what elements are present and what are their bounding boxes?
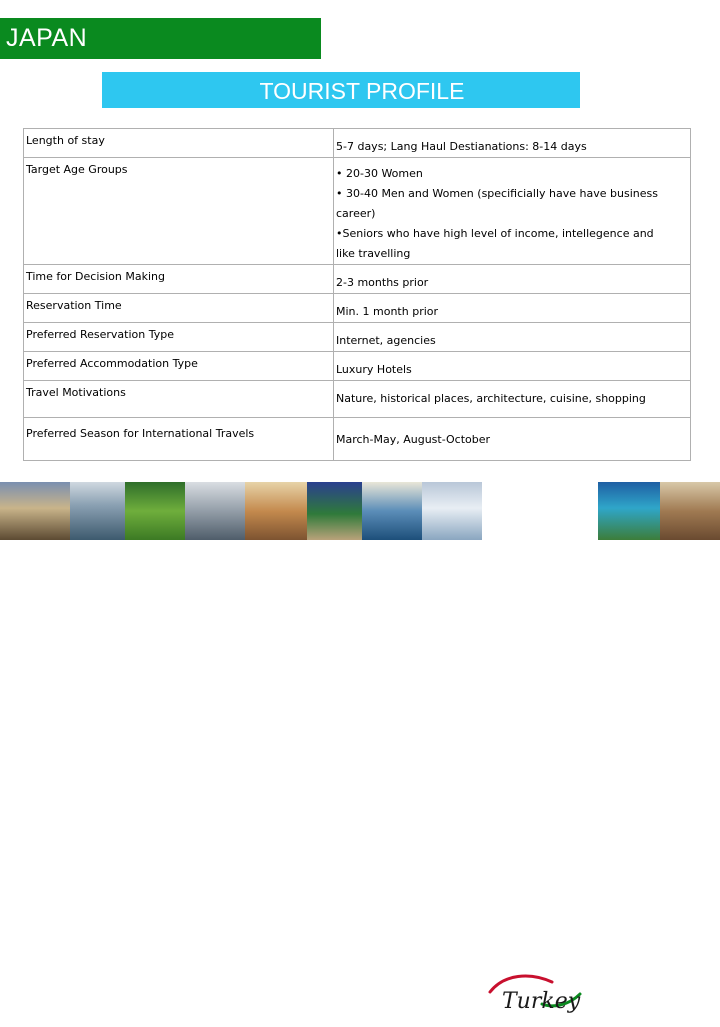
row-value: 5-7 days; Lang Haul Destianations: 8-14 days xyxy=(334,129,691,158)
table-row xyxy=(24,418,691,461)
logo-wordmark: Turkey xyxy=(502,989,581,1014)
row-label: Target Age Groups xyxy=(24,158,334,265)
turkey-logo xyxy=(482,964,592,1022)
photo-coast-rocks xyxy=(0,482,70,540)
row-label: Preferred Accommodation Type xyxy=(24,352,334,381)
row-label: Preferred Season for International Travels xyxy=(24,418,334,461)
row-label: Time for Decision Making xyxy=(24,265,334,294)
photo-rock-formations xyxy=(307,482,362,540)
table-row xyxy=(24,323,691,352)
table-row xyxy=(24,158,691,265)
section-title: TOURIST PROFILE xyxy=(259,78,465,104)
section-banner xyxy=(102,72,580,108)
photo-mosque-bosphorus xyxy=(185,482,245,540)
country-banner xyxy=(0,18,321,59)
table-row xyxy=(24,352,691,381)
row-value: Internet, agencies xyxy=(334,323,691,352)
row-value: • 20-30 Women • 30-40 Men and Women (specificially have have business career) •Seniors who have high level of income, intellegence and like travelling xyxy=(334,158,691,265)
photo-turquoise-bay xyxy=(598,482,660,540)
row-label: Reservation Time xyxy=(24,294,334,323)
row-label: Travel Motivations xyxy=(24,381,334,418)
row-label: Preferred Reservation Type xyxy=(24,323,334,352)
photo-mosaic-portrait xyxy=(660,482,720,540)
table-row xyxy=(24,294,691,323)
country-title: JAPAN xyxy=(6,24,88,52)
tourist-profile-table xyxy=(23,128,691,461)
row-value: Min. 1 month prior xyxy=(334,294,691,323)
table-row xyxy=(24,265,691,294)
table-row xyxy=(24,381,691,418)
photo-balloons-cappadocia xyxy=(245,482,307,540)
photo-sailing-yacht xyxy=(362,482,422,540)
photo-pamukkale-terraces xyxy=(422,482,482,540)
row-value: 2-3 months prior xyxy=(334,265,691,294)
row-value: Luxury Hotels xyxy=(334,352,691,381)
photo-golf-course xyxy=(125,482,185,540)
photo-strip xyxy=(0,482,720,1014)
row-label: Length of stay xyxy=(24,129,334,158)
table-row xyxy=(24,129,691,158)
photo-marina-boats xyxy=(70,482,125,540)
row-value: Nature, historical places, architecture, cuisine, shopping xyxy=(334,381,691,418)
turkey-logo-mark xyxy=(482,964,592,1022)
row-value: March-May, August-October xyxy=(334,418,691,461)
